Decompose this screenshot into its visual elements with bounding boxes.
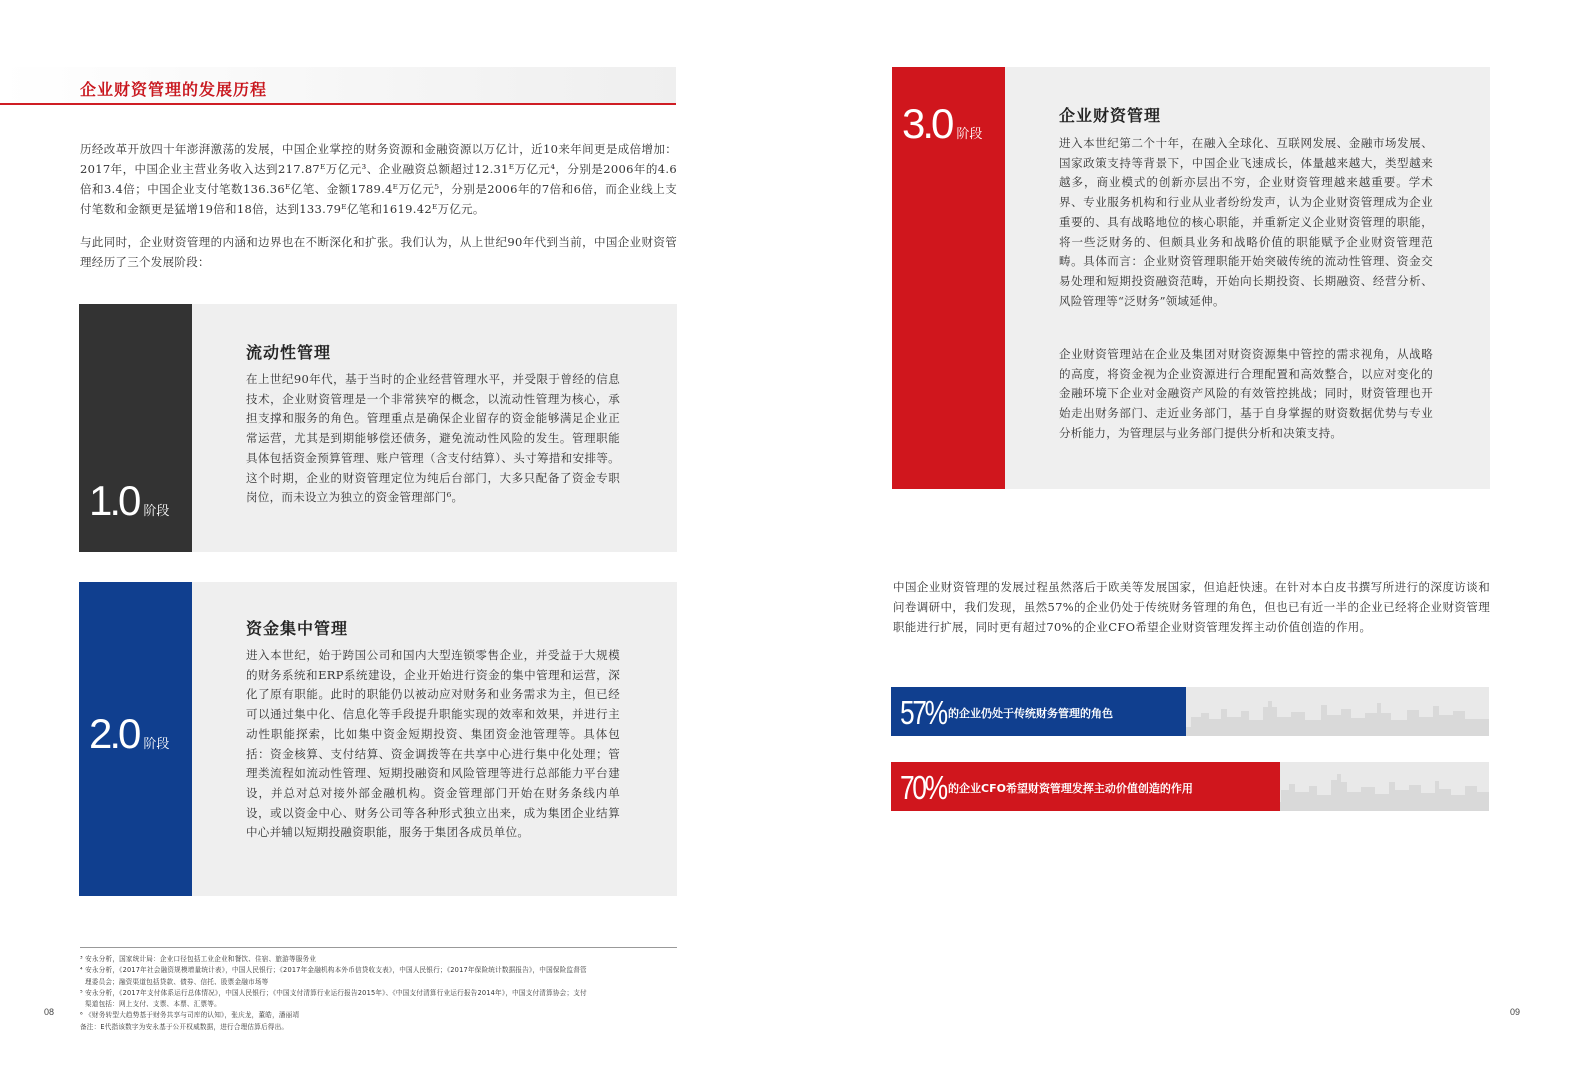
- stage-2-body: 进入本世纪，始于跨国公司和国内大型连锁零售企业，并受益于大规模的财务系统和ERP系统建设，企业开始进行资金的集中管理和运营，深化了原有职能。此时的职能仍以被动应对财务和业务需求为主，但已经可以通过集中化、信息化等手段提升职能实现的效率和效果，并进行主动性职能探索，比如集中资金短期投资、集团资金池管理等。具体包括：资金核算、支付结算、资金调拨等在共享中心进行集中化处理；管理类流程如流动性管理、短期投融资和风险管理等进行总部能力平台建设，并总对总对接外部金融机构。资金管理部门开始在财务条线内单设，或以资金中心、财务公司等各种形式独立出来，成为集团企业结算中心并辅以短期投融资职能，服务于集团各成员单位。: [246, 648, 620, 840]
- stage-1-number: [89, 477, 170, 524]
- stage-3-body-1: 进入本世纪第二个十年，在融入全球化、互联网发展、金融市场发展、国家政策支持等背景下，中国企业飞速成长，体量越来越大，类型越来越多，商业模式的创新亦层出不穷，企业财资管理越来越重要。学术界、专业服务机构和行业从业者纷纷发声，认为企业财资管理成为企业重要的、具有战略地位的核心职能，并重新定义企业财资管理的职能，将一些泛财务的、但颇具业务和战略价值的职能赋予企业财资管理范畴。具体而言：企业财资管理职能开始突破传统的流动性管理、资金交易处理和短期投资融资范畴，开始向长期投资、长期融资、经营分析、风险管理等“泛财务”领域延伸。: [1059, 136, 1433, 308]
- stage-1-number-value: 1.0: [89, 477, 139, 524]
- intro-paragraph-1: 历经改革开放四十年澎湃激荡的发展，中国企业掌控的财务资源和金融资源以万亿计，近10来年间更是成倍增加：2017年，中国企业主营业务收入达到217.87ᴱ万亿元³、企业融资总额超过12.31ᴱ万亿元⁴，分别是2006年的4.6倍和3.4倍；中国企业支付笔数136.36ᴱ亿笔、金额1789.4ᴱ万亿元⁵，分别是2006年的7倍和6倍，而企业线上支付笔数和金额更是猛增19倍和18倍，达到133.79ᴱ亿笔和1619.42ᴱ万亿元。: [80, 142, 677, 216]
- stage-1-suffix: 阶段: [143, 504, 170, 519]
- stage-2-block: [79, 582, 677, 896]
- footnote-line: ⁵ 安永分析，《2017年支付体系运行总体情况》，中国人民银行；《中国支付清算行业运行报告2015年》、《中国支付清算行业运行报告2014年》，中国支付清算协会；支付: [80, 988, 587, 997]
- stage-1-tab: [79, 304, 192, 552]
- footnotes: [80, 954, 677, 1033]
- stat-fill-57: [891, 687, 1186, 736]
- stat-fill-70: [891, 762, 1280, 811]
- footnote-divider: [80, 947, 677, 948]
- stage-3-tab: [892, 67, 1005, 489]
- page-number-right: 09: [1510, 1007, 1521, 1017]
- stage-3-number: [902, 100, 983, 147]
- stage-3-suffix: 阶段: [956, 127, 983, 142]
- footnote-line: ³ 安永分析，国家统计局：企业口径包括工业企业和餐饮、住宿、旅游等服务业: [80, 955, 317, 963]
- stat-percent-70: 70%: [900, 769, 946, 806]
- footnote-line: ⁴ 安永分析，《2017年社会融资规模增量统计表》，中国人民银行；《2017年金融机构本外币信贷收支表》，中国人民银行；《2017年保险统计数据报告》，中国保险监督管: [80, 966, 587, 975]
- footnote-line: 渠道包括：网上支付、支票、本票、汇票等。: [85, 1000, 221, 1009]
- section-header: [0, 67, 676, 105]
- page-number-left: 08: [44, 1007, 55, 1017]
- stage-3-body-2: 企业财资管理站在企业及集团对财资资源集中管控的需求视角，从战略的高度，将资金视为企业资源进行合理配置和高效整合，以应对变化的金融环境下企业对金融资产风险的有效管控挑战；同时，财资管理也开始走出财务部门、走近业务部门，基于自身掌握的财资数据优势与专业分析能力，为管理层与业务部门提供分析和决策支持。: [1059, 347, 1433, 440]
- stat-paragraph: 中国企业财资管理的发展过程虽然落后于欧美等发展国家，但追赶快速。在针对本白皮书撰写所进行的深度访谈和问卷调研中，我们发现，虽然57%的企业仍处于传统财务管理的角色，但也已有近一半的企业已经将企业财资管理职能进行扩展，同时更有超过70%的企业CFO希望企业财资管理发挥主动价值创造的作用。: [893, 580, 1490, 634]
- stage-1-block: [79, 304, 677, 552]
- stat-bar-57: [891, 687, 1489, 736]
- stage-1-body: 在上世纪90年代，基于当时的企业经营管理水平，并受限于曾经的信息技术，企业财资管理是一个非常狭窄的概念，以流动性管理为核心，承担支撑和服务的角色。管理重点是确保企业留存的资金能够满足企业正常运营，尤其是到期能够偿还债务，避免流动性风险的发生。管理职能具体包括资金预算管理、账户管理（含支付结算）、头寸筹措和安排等。这个时期，企业的财资管理定位为纯后台部门，大多只配备了资金专职岗位，而未设立为独立的资金管理部门⁶。: [246, 372, 620, 505]
- stat-percent-57: 57%: [900, 694, 946, 731]
- intro-paragraph-2: 与此同时，企业财资管理的内涵和边界也在不断深化和扩张。我们认为，从上世纪90年代到当前，中国企业财资管理经历了三个发展阶段：: [80, 235, 677, 269]
- stage-2-number-value: 2.0: [89, 710, 139, 757]
- footnote-line: ⁶ 《财务转型大趋势基于财务共享与司库的认知》，张庆龙，董皓，潘丽靖: [80, 1011, 300, 1020]
- footnote-line: 理委员会；融资渠道包括贷款、债券、信托、股票金融市场等: [85, 977, 269, 986]
- stage-1-title: 流动性管理: [246, 343, 332, 362]
- stat-label-70: 的企业CFO希望财资管理发挥主动价值创造的作用: [948, 782, 1193, 795]
- stage-3-number-value: 3.0: [902, 100, 952, 147]
- section-title: 企业财资管理的发展历程: [80, 80, 268, 99]
- footnote-line: 备注：E代指该数字为安永基于公开权威数据，进行合理估算后得出。: [80, 1022, 289, 1031]
- stage-3-title: 企业财资管理: [1059, 106, 1162, 125]
- stage-2-number: [89, 710, 170, 757]
- stage-2-suffix: 阶段: [143, 737, 170, 752]
- stage-3-block: [892, 67, 1490, 489]
- stage-2-title: 资金集中管理: [246, 619, 349, 638]
- stage-2-tab: [79, 582, 192, 896]
- stat-label-57: 的企业仍处于传统财务管理的角色: [948, 707, 1113, 720]
- stat-bar-70: [891, 762, 1489, 811]
